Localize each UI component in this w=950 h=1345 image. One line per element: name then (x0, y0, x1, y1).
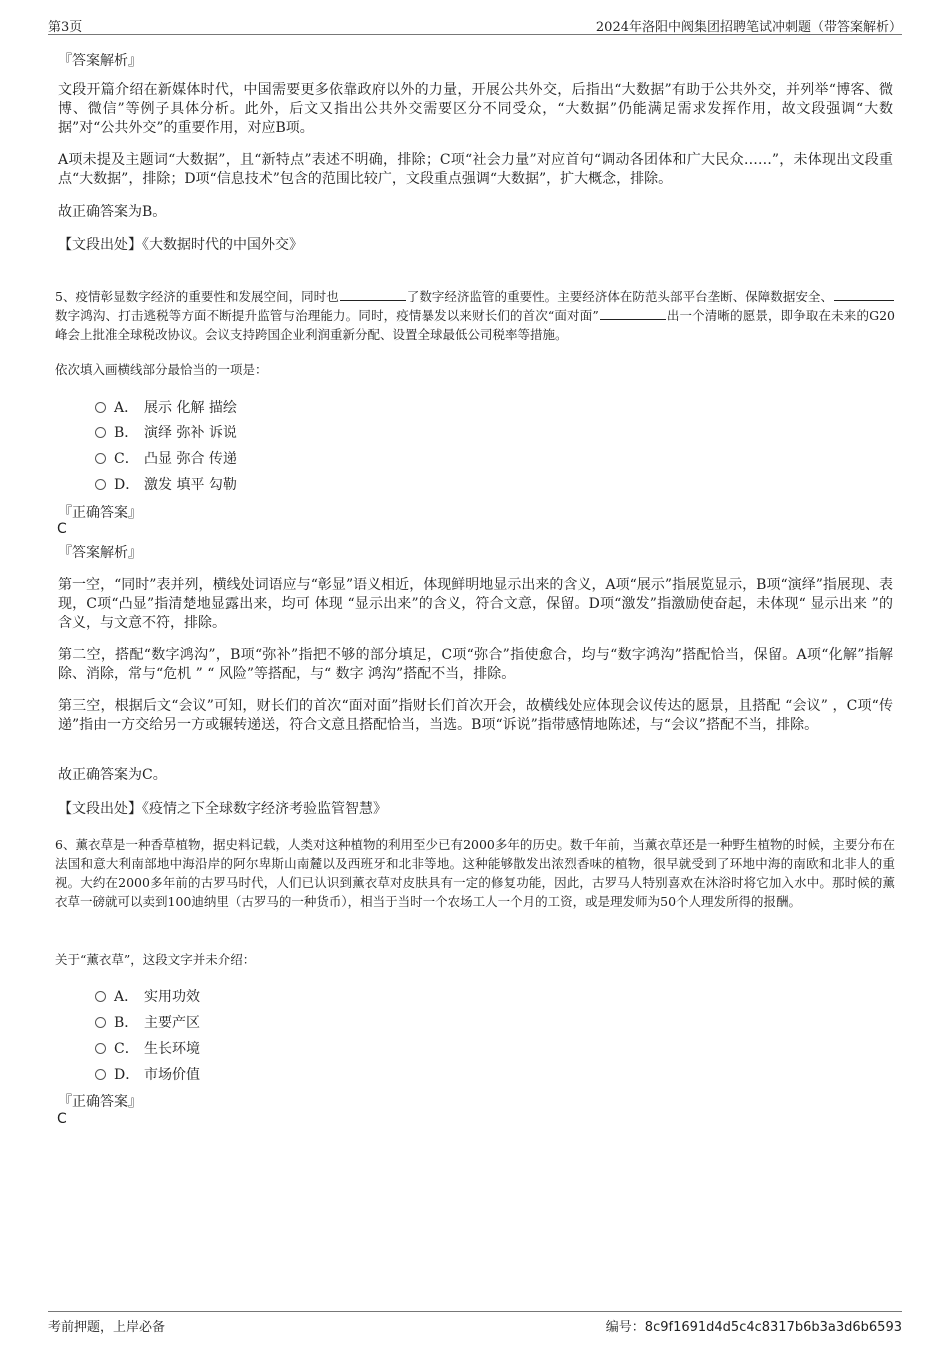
q4-source: 【文段出处】《大数据时代的中国外交》 (58, 237, 303, 253)
option-letter: D． (114, 477, 140, 493)
q5-analysis-para-1: 第一空，“同时”表并列，横线处词语应与“彰显”语义相近，体现鲜明地显示出来的含义，A项“展示”指展览显示，B项“演绎”指展现、表现，C项“凸显”指清楚地显露出来，均可 体现 “显示出来”的含义，符合文意，保留。D项“激发”指激励使奋起，未体现“ 显示出来 ”的含义，与文意不符，排除。 (58, 577, 893, 631)
option-letter: A． (114, 400, 139, 416)
footer-code (606, 1316, 902, 1335)
option-letter: D． (114, 1067, 140, 1083)
q4-analysis-label: 『答案解析』 (58, 53, 142, 69)
option-text: 市场价值 (144, 1067, 200, 1083)
q5-blank-1 (340, 287, 406, 301)
option-letter: A． (114, 989, 139, 1005)
option-letter: B． (114, 425, 139, 441)
q6-option-b[interactable] (95, 1012, 200, 1032)
option-text: 展示 化解 描绘 (144, 400, 237, 416)
option-text: 演绎 弥补 诉说 (144, 425, 237, 441)
q5-answer: C (57, 521, 67, 537)
q6-option-c[interactable] (95, 1038, 200, 1058)
option-text: 实用功效 (144, 989, 200, 1005)
option-letter: C． (114, 1041, 139, 1057)
q5-option-b[interactable] (95, 422, 237, 442)
radio-icon[interactable] (95, 991, 106, 1002)
page-number: 第3页 (48, 20, 83, 35)
q5-analysis-label: 『答案解析』 (58, 545, 142, 561)
option-text: 生长环境 (144, 1041, 200, 1057)
q5-analysis-para-2: 第二空，搭配“数字鸿沟”，B项“弥补”指把不够的部分填足，C项“弥合”指使愈合，均与“数字鸿沟”搭配恰当，保留。A项“化解”指解除、消除，常与“危机 ” “ 风险”等搭配，与“ 数字 鸿沟”搭配不当，排除。 (58, 647, 893, 682)
radio-icon[interactable] (95, 1017, 106, 1028)
q5-blank-3 (600, 306, 666, 320)
q5-conclusion: 故正确答案为C。 (58, 767, 167, 783)
q5-stem (55, 287, 895, 344)
q6-stem: 6、薰衣草是一种香草植物，据史料记载，人类对这种植物的利用至少已有2000多年的历史。数千年前，当薰衣草还是一种野生植物的时候，主要分布在法国和意大利南部地中海沿岸的阿尔卑斯山南麓以及西班牙和北非等地。这种能够散发出浓烈香味的植物，很早就受到了环地中海的南欧和北非人的重视。大约在2000多年前的古罗马时代，人们已认识到薰衣草对皮肤具有一定的修复功能，因此，古罗马人特别喜欢在沐浴时将它加入水中。那时候的薰衣草一磅就可以卖到100迪纳里（古罗马的一种货币），相当于当时一个农场工人一个月的工资，或是理发师为50个人理发所得的报酬。 (55, 837, 895, 909)
q6-prompt: 关于“薰衣草”，这段文字并未介绍： (55, 952, 256, 967)
q5-stem-part-1: 5、疫情彰显数字经济的重要性和发展空间，同时也 (55, 289, 339, 304)
radio-icon[interactable] (95, 427, 106, 438)
q5-stem-part-3: 数字鸿沟、打击逃税等方面不断提升监管与治理能力。同时，疫情暴发以来财长们的首次“面对面” (55, 308, 599, 323)
q6-option-a[interactable] (95, 986, 200, 1006)
document-title: 2024年洛阳中阀集团招聘笔试冲刺题（带答案解析） (595, 20, 902, 35)
q5-prompt: 依次填入画横线部分最恰当的一项是： (55, 362, 268, 377)
page-footer (48, 1311, 902, 1334)
option-text: 主要产区 (144, 1015, 200, 1031)
option-text: 激发 填平 勾勒 (144, 477, 237, 493)
q6-correct-label: 『正确答案』 (58, 1094, 142, 1110)
option-text: 凸显 弥合 传递 (144, 451, 237, 467)
q4-analysis-para-1: 文段开篇介绍在新媒体时代，中国需要更多依靠政府以外的力量，开展公共外交，后指出“大数据”有助于公共外交，并列举“博客、微博、微信”等例子具体分析。此外，后文又指出公共外交需要区分不同受众，“大数据”仍能满足需求发挥作用，故文段强调“大数据”对“公共外交”的重要作用，对应B项。 (58, 82, 893, 136)
footer-code-value: 8c9f1691d4d5c4c8317b6b3a3d6b6593 (644, 1320, 902, 1335)
q5-option-a[interactable] (95, 397, 237, 417)
radio-icon[interactable] (95, 453, 106, 464)
radio-icon[interactable] (95, 402, 106, 413)
option-letter: B． (114, 1015, 139, 1031)
q5-option-c[interactable] (95, 448, 237, 468)
q5-stem-part-4: 出一个清晰的愿景，即争取在未来的G20峰会上批准全球税改协议。会议支持跨国企业利润重新分配、设置全球最低公司税率等措施。 (55, 308, 895, 342)
q5-analysis-para-3: 第三空，根据后文“会议”可知，财长们的首次“面对面”指财长们首次开会，故横线处应体现会议传达的愿景，且搭配 “会议” ，C项“传递”指由一方交给另一方或辗转递送，符合文意且搭配恰当，当选。B项“诉说”指带感情地陈述，与“会议”搭配不当，排除。 (58, 698, 893, 733)
radio-icon[interactable] (95, 1043, 106, 1054)
q6-answer: C (57, 1111, 67, 1127)
radio-icon[interactable] (95, 1069, 106, 1080)
q5-correct-label: 『正确答案』 (58, 505, 142, 521)
q5-blank-2 (834, 287, 894, 301)
radio-icon[interactable] (95, 479, 106, 490)
option-letter: C． (114, 451, 139, 467)
q4-analysis-para-2: A项未提及主题词“大数据”，且“新特点”表述不明确，排除；C项“社会力量”对应首句“调动各团体和广大民众……”，未体现出文段重点“大数据”，排除；D项“信息技术”包含的范围比较广，文段重点强调“大数据”，扩大概念，排除。 (58, 152, 893, 187)
q5-option-d[interactable] (95, 474, 237, 494)
q6-option-d[interactable] (95, 1064, 200, 1084)
q5-source: 【文段出处】《疫情之下全球数字经济考验监管智慧》 (58, 801, 387, 817)
page-header (48, 14, 902, 35)
q4-conclusion: 故正确答案为B。 (58, 204, 167, 220)
footer-code-label: 编号： (605, 1320, 645, 1335)
q5-stem-part-2: 了数字经济监管的重要性。主要经济体在防范头部平台垄断、保障数据安全、 (406, 289, 833, 304)
footer-slogan: 考前押题，上岸必备 (48, 1320, 166, 1335)
